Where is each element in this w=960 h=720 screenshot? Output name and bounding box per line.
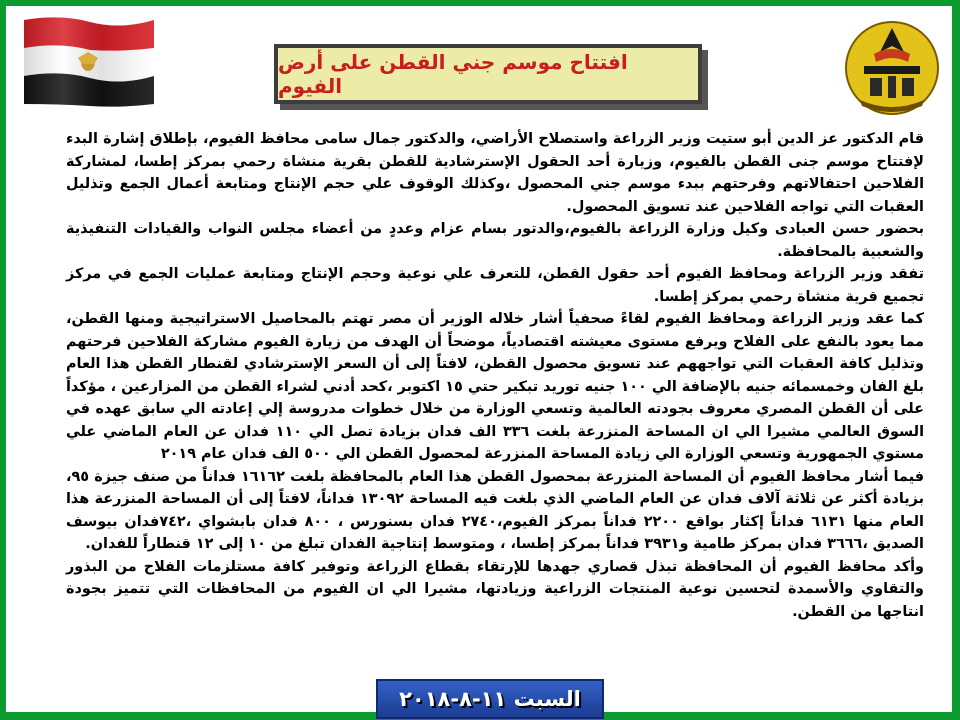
article-paragraph: بحضور حسن العبادى وكيل وزارة الزراعة بالفيوم،والدتور بسام عزام وعددٍ من أعضاء مجلس النواب والقيادات التنفيذية والشعبية بالمحافظة. <box>66 221 924 260</box>
article-paragraph: قام الدكتور عز الدين أبو ستيت وزير الزراعة واستصلاح الأراضي، والدكتور جمال سامى محافظ الفيوم، بإطلاق إشارة البدء لإفتتاح موسم جنى القطن بالفيوم، وزيارة أحد الحقول الإسترشادية للقطن بقرية منشاة رحمي بمركز إطسا، لمشاركة الفلاحين احتفالاتهم وفرحتهم ببدء موسم جني المحصول ،وكذلك الوقوف علي حجم الإنتاج ومتابعة أعمال الجمع وتذليل العقبات التي تواجه الفلاحين عند تسويق المحصول. <box>66 131 924 215</box>
title-banner <box>274 44 702 104</box>
article-paragraph: كما عقد وزير الزراعة ومحافظ الفيوم لقاءً صحفياً أشار خلاله الوزير أن مصر تهتم بالمحاصيل الاستراتيجية ومنها القطن، مما يعود بالنفع على الفلاح ويرفع مستوى معيشته اقتصادياً، موضحاً أن الهدف من زيارة الفيوم مشاركة الفلاحين فرحتهم وتذليل كافة العقبات التي تواجههم عند تسويق محصول القطن، لافتاً إلى أن السعر الإسترشادي لقنطار القطن هذا العام بلغ الفان وخمسمائه جنيه بالإضافة الي ١٠٠ جنيه توريد تبكير حتي ١٥ اكتوبر ،كحد أدني لشراء القطن من المزارعين ، مؤكداً على أن القطن المصري معروف بجودته العالمية وتسعي الوزارة من خلال خطوات مدروسة إلي إعادته الي سابق عهده في السوق العالمي مشيرا الي ان المساحة المنزرعة بلغت ٣٣٦ الف فدان بزيادة تصل الي ١١٠ فدان عن العام الماضي علي مستوي الجمهورية وتسعي الوزارة الي زيادة المساحة المنزرعة لمحصول القطن الي ٥٠٠ الف فدان عام ٢٠١٩ <box>66 311 924 462</box>
article-body <box>66 128 924 668</box>
page-frame <box>6 6 952 712</box>
article-paragraph: وأكد محافظ الفيوم أن المحافظة تبذل قصاري جهدها للإرتقاء بقطاع الزراعة وتوفير كافة مستلزمات الفلاح من البذور والتقاوي والأسمدة لتحسين نوعية المنتجات الزراعية وزيادتها، مشيرا الي ان الفيوم من المحافظات التي تتميز بجودة انتاجها من القطن. <box>66 558 924 620</box>
date-banner <box>376 679 604 719</box>
fayoum-governorate-logo-icon <box>842 18 942 118</box>
egypt-flag-icon <box>20 14 156 110</box>
article-paragraph: فيما أشار محافظ الفيوم أن المساحة المنزرعة بمحصول القطن هذا العام بالمحافظة بلغت ١٦١٦٢ فداناً من صنف جيزة ٩٥، بزيادة أكثر عن ثلاثة آلاف فدان عن العام الماضي الذي بلغت فيه المساحة ١٣٠٩٢ فداناً، لافتاً إلى أن المساحة المنزرعة هذا العام منها ٦١٣١ فداناً إكثار بواقع ٢٢٠٠ فداناً بمركز الفيوم،٢٧٤٠ فدان بسنورس ، ٨٠٠ فدان بابشواي ،٧٤٢فدان بيوسف الصديق ،٣٦٦٦ فدان بمركز طامية و٣٩٣١ فداناً بمركز إطسا، ، ومتوسط إنتاجية الفدان تبلغ من ١٠ إلى ١٢ قنطاراً للفدان. <box>66 468 925 552</box>
page-title: افتتاح موسم جني القطن على أرض الفيوم <box>278 50 628 98</box>
publication-date: السبت ١١-٨-٢٠١٨ <box>399 687 581 711</box>
article-paragraph: تفقد وزير الزراعة ومحافظ الفيوم أحد حقول القطن، للتعرف علي نوعية وحجم الإنتاج ومتابعة عمليات الجمع في مركز تجميع قرية منشاة رحمي بمركز إطسا. <box>66 266 924 305</box>
